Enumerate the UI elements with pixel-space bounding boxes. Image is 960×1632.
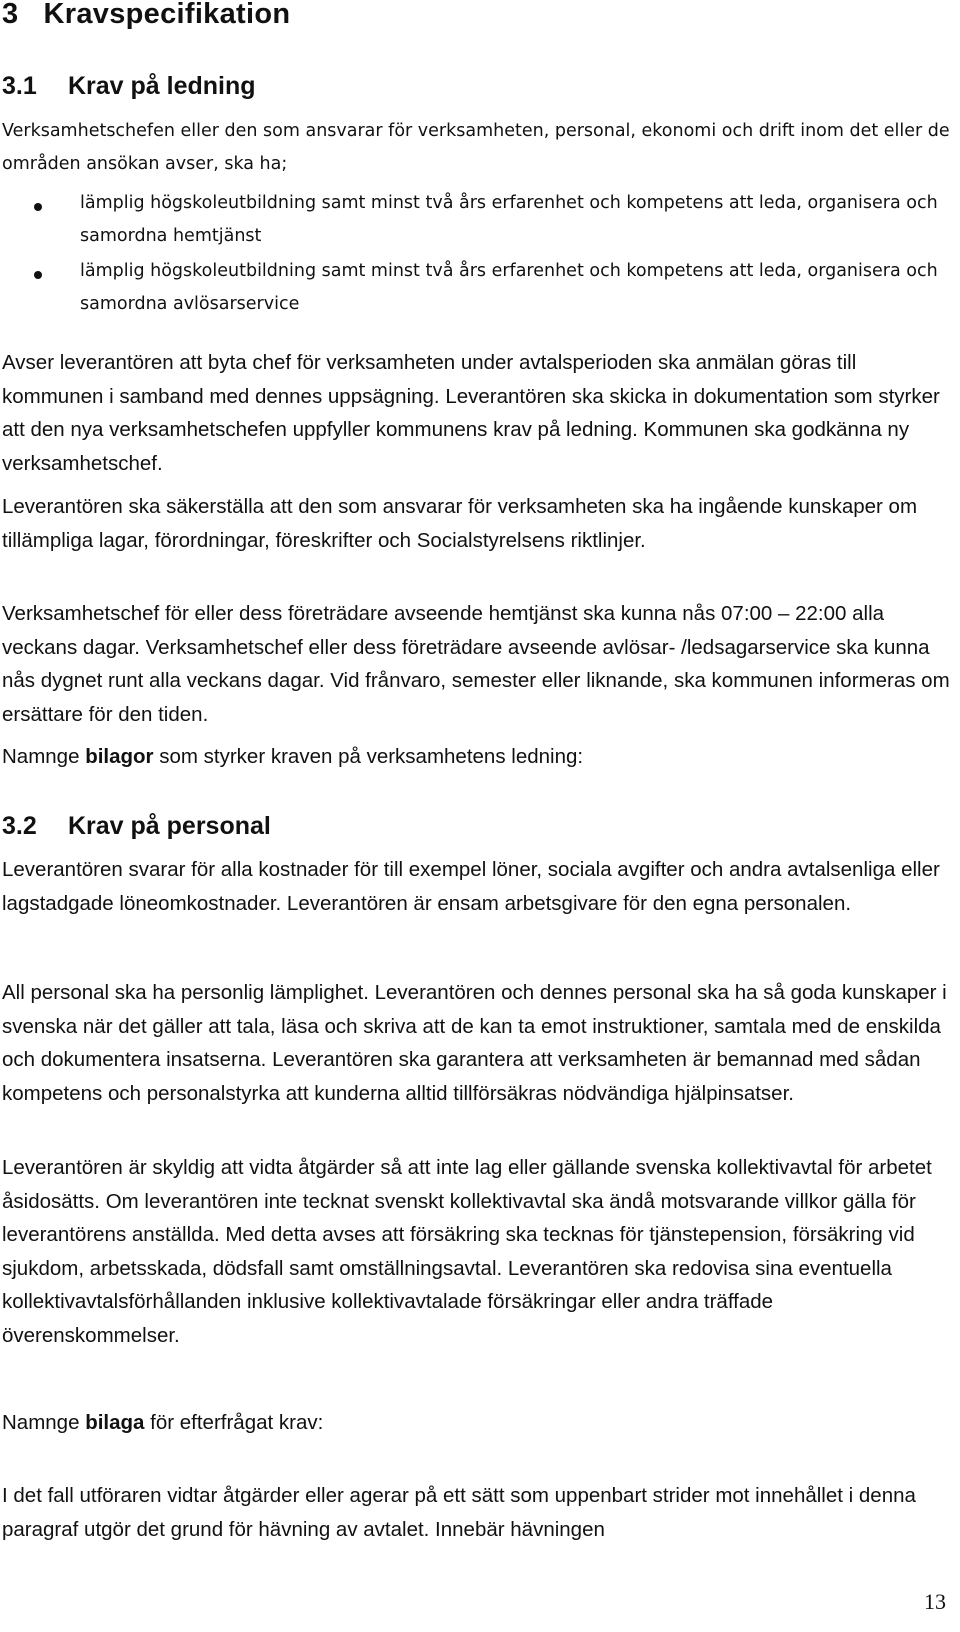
section-3-1-intro: Verksamhetschefen eller den som ansvarar för verksamheten, personal, ekonomi och drift inom det eller de områden ansökan avser, ska ha; bbox=[2, 121, 950, 174]
section-heading-3-1 bbox=[2, 72, 256, 101]
attachment-text: för efterfrågat krav: bbox=[144, 1411, 324, 1434]
section-3-1-paragraph-2: Leverantören ska säkerställa att den som ansvarar för verksamheten ska ha ingående kunskaper om tillämpliga lagar, förordningar, föreskrifter och Socialstyrelsens riktlinjer. bbox=[2, 495, 918, 552]
attachment-text: som styrker kraven på verksamhetens ledning: bbox=[153, 745, 584, 768]
attachment-text: Namnge bbox=[2, 745, 86, 768]
section-3-2-paragraph-4: I det fall utföraren vidtar åtgärder eller agerar på ett sätt som uppenbart strider mot innehållet i denna paragraf utgör det grund för hävning av avtalet. Innebär hävningen bbox=[2, 1484, 916, 1541]
chapter-title: Kravspecifikation bbox=[43, 0, 291, 30]
section-3-1-paragraph-1: Avser leverantören att byta chef för verksamheten under avtalsperioden ska anmälan göras till kommunen i samband med dennes uppsägning. Leverantören ska skicka in dokumentation som styrker att den nya verksamhetschefen uppfyller kommunens krav på ledning. Kommunen ska godkänna ny verksamhetschef. bbox=[2, 351, 940, 475]
section-3-2-paragraph-2: All personal ska ha personlig lämplighet. Leverantören och dennes personal ska ha så goda kunskaper i svenska när det gäller att tala, läsa och skriva att de kan ta emot instruktioner, samtala med de enskilda och dokumentera insatserna. Leverantören ska garantera att verksamheten är bemannad med sådan kompetens och personalstyrka att kunderna alltid tillförsäkras nödvändiga hjälpinsatser. bbox=[2, 981, 947, 1105]
section-heading-3-2 bbox=[2, 812, 271, 841]
section-3-2-paragraph-1: Leverantören svarar för alla kostnader för till exempel löner, sociala avgifter och andra avtalsenliga eller lagstadgade löneomkostnader. Leverantören är ensam arbetsgivare för den egna personalen. bbox=[2, 858, 940, 915]
chapter-number: 3 bbox=[2, 0, 19, 30]
list-item: lämplig högskoleutbildning samt minst två års erfarenhet och kompetens att leda, organisera och samordna avlösarservice bbox=[80, 261, 938, 314]
section-number: 3.2 bbox=[2, 812, 37, 840]
section-title: Krav på ledning bbox=[68, 72, 256, 100]
bullet-icon bbox=[34, 203, 42, 211]
section-3-1-paragraph-3: Verksamhetschef för eller dess företrädare avseende hemtjänst ska kunna nås 07:00 – 22:00 alla veckans dagar. Verksamhetschef eller dess företrädare avseende avlösar- /ledsagarservice ska kunna nås dygnet runt alla veckans dagar. Vid frånvaro, semester eller liknande, ska kommunen informeras om ersättare för den tiden. bbox=[2, 602, 950, 726]
attachment-text: Namnge bbox=[2, 1411, 86, 1434]
section-3-2-attachment-request bbox=[2, 1406, 954, 1440]
attachment-keyword: bilagor bbox=[85, 745, 154, 768]
list-item: lämplig högskoleutbildning samt minst två års erfarenhet och kompetens att leda, organisera och samordna hemtjänst bbox=[80, 193, 938, 246]
chapter-heading bbox=[2, 0, 290, 31]
section-3-2-paragraph-3: Leverantören är skyldig att vidta åtgärder så att inte lag eller gällande svenska kollektivavtal för arbetet åsidosätts. Om leverantören inte tecknat svenskt kollektivavtal ska ändå motsvarande villkor gälla för leverantörens anställda. Med detta avses att försäkring ska tecknas för tjänstepension, försäkring vid sjukdom, arbetsskada, dödsfall samt omställningsavtal. Leverantören ska redovisa sina eventuella kollektivavtalsförhållanden inklusive kollektivavtalade försäkringar eller andra träffade överenskommelser. bbox=[2, 1156, 932, 1347]
section-title: Krav på personal bbox=[68, 812, 271, 840]
bullet-icon bbox=[34, 271, 42, 279]
page-number: 13 bbox=[924, 1589, 946, 1614]
section-3-1-attachment-request bbox=[2, 740, 954, 774]
section-number: 3.1 bbox=[2, 72, 37, 100]
attachment-keyword: bilaga bbox=[85, 1411, 145, 1434]
